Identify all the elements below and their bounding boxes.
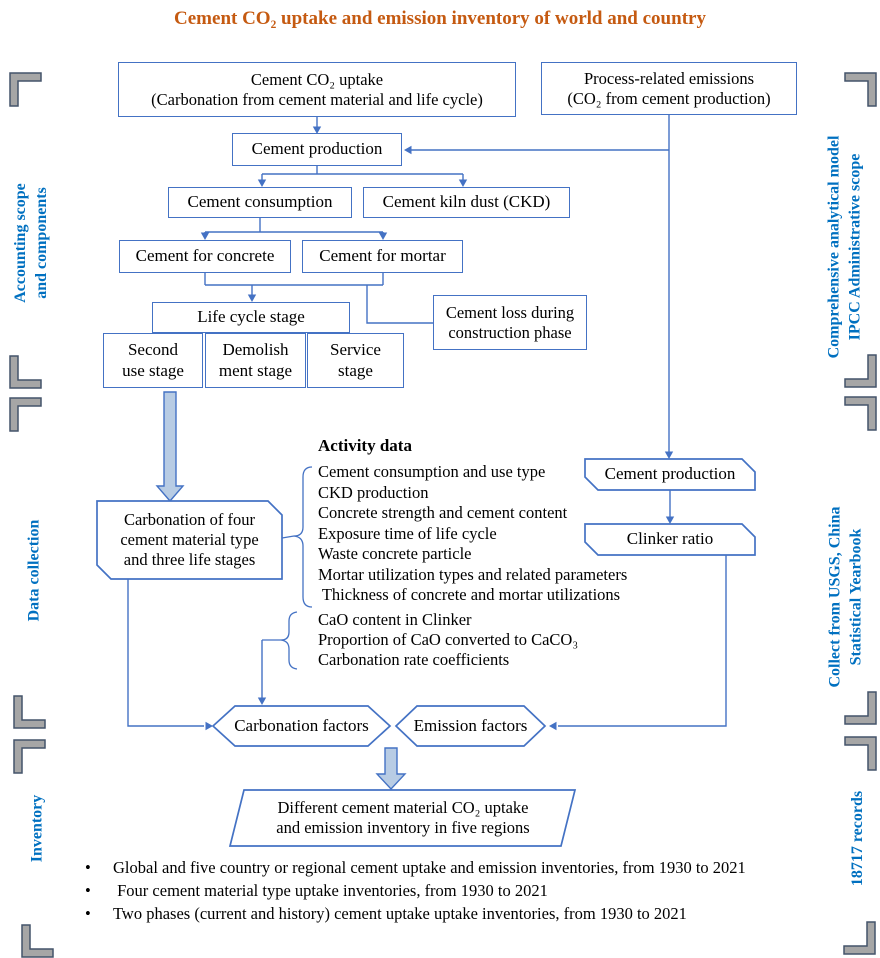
box-line: Second (127, 340, 179, 360)
connector-carbonation-box-to-factors (128, 579, 204, 726)
arrowhead (201, 233, 209, 241)
activity-item: Mortar utilization types and related parameters (318, 564, 628, 584)
box-line: Service (330, 340, 381, 360)
hexagon-carbonation-factors: Carbonation factors (234, 715, 369, 735)
side-label-line: Inventory (28, 794, 46, 863)
section-bracket-left-end-2 (14, 696, 45, 728)
side-label-data-sources (825, 480, 867, 715)
side-label-line: Statistical Yearbook (847, 528, 865, 666)
side-label-inventory (27, 784, 48, 874)
box-cement-for-concrete: Cement for concrete (119, 240, 291, 273)
arrowhead (258, 698, 266, 706)
brace-activity-data (282, 467, 312, 607)
coefficient-item: CaO content in Clinker (318, 610, 472, 629)
parallelogram-output-inventory (233, 790, 573, 846)
activity-item: Waste concrete particle (318, 544, 472, 563)
activity-item: CKD production (318, 482, 429, 502)
box-demolishment-stage (205, 333, 306, 388)
section-bracket-bottom-left (22, 925, 53, 957)
box-cement-co2-uptake (118, 62, 516, 117)
section-bracket-left-start-2 (10, 398, 41, 431)
box-line: ment stage (218, 360, 293, 380)
box-line: Cement loss during (445, 302, 575, 322)
side-label-line: IPCC Administrative scope (846, 153, 864, 341)
side-label-line: Data collection (25, 519, 43, 622)
bullet-item (85, 858, 855, 881)
page-title: Cement CO₂ uptake and emission inventory of world and country (174, 8, 706, 29)
arrowhead (258, 180, 266, 188)
box-line: (CO₂ from cement production) (567, 88, 771, 108)
bullet-text: • Four cement material type uptake inventories, from 1930 to 2021 (113, 881, 548, 901)
box-life-cycle-stage: Life cycle stage (152, 302, 350, 333)
brace-coefficients (262, 612, 297, 669)
box-cement-loss (433, 295, 587, 350)
activity-item: Concrete strength and cement content (318, 503, 568, 522)
box-line: cement material type (120, 530, 259, 550)
box-line: and emission inventory in five regions (276, 818, 530, 837)
section-bracket-right-start-2 (845, 397, 876, 430)
box-cement-production-right: Cement production (604, 464, 736, 484)
box-line: Carbonation of four (123, 510, 256, 530)
arrowhead (666, 517, 674, 525)
arrowhead (665, 452, 673, 460)
connector-to-cement-loss (367, 285, 433, 323)
activity-data-heading: Activity data (318, 436, 412, 455)
arrowhead (549, 722, 557, 730)
box-line: Cement CO₂ uptake (250, 69, 384, 89)
side-label-accounting-scope (10, 148, 52, 338)
connector-concrete-mortar-join (205, 273, 383, 297)
side-label-line: Accounting scope (12, 183, 29, 303)
side-label-line: and components (33, 187, 50, 299)
box-line: (Carbonation from cement material and life cycle) (151, 89, 483, 109)
box-cement-for-mortar: Cement for mortar (302, 240, 463, 273)
bullet-item (85, 904, 855, 927)
side-label-line: Collect from USGS, China (826, 506, 844, 688)
bullet-text: • Global and five country or regional cement uptake and emission inventories, from 1930 to 2021 (113, 858, 746, 877)
block-arrow-factors-to-output (377, 748, 405, 789)
bullet-text: • Two phases (current and history) cement uptake uptake inventories, from 1930 to 2021 (113, 904, 687, 924)
section-bracket-right-start-3 (845, 737, 876, 770)
box-process-related-emissions (541, 62, 797, 115)
box-line: Demolish (222, 340, 289, 360)
section-bracket-top-left (10, 73, 41, 106)
arrowhead (459, 180, 467, 188)
arrowhead (379, 233, 387, 241)
box-line: and three life stages (123, 549, 256, 569)
side-label-analytical-model (824, 100, 866, 395)
side-label-line: 18717 records (849, 790, 866, 887)
box-line: Process-related emissions (583, 68, 754, 88)
activity-item: Cement consumption and use type (318, 462, 546, 481)
box-cement-kiln-dust: Cement kiln dust (CKD) (363, 187, 570, 218)
box-line: Different cement material CO₂ uptake (277, 798, 529, 818)
box-line: construction phase (448, 322, 572, 342)
arrowhead (248, 295, 256, 303)
box-cement-production-top: Cement production (232, 133, 402, 166)
side-label-line: Comprehensive analytical model (825, 135, 843, 359)
side-label-records-count (847, 786, 868, 891)
activity-item: Exposure time of life cycle (318, 523, 497, 543)
box-clinker-ratio: Clinker ratio (626, 529, 714, 549)
section-bracket-left-end-1 (10, 356, 41, 388)
box-carbonation-of-four (97, 501, 282, 579)
coefficient-item: Carbonation rate coefficients (318, 650, 510, 669)
box-line: use stage (122, 360, 184, 380)
summary-bullet-list (85, 858, 855, 928)
activity-item: Thickness of concrete and mortar utilizations (318, 585, 621, 604)
section-bracket-left-start-3 (14, 740, 45, 773)
connector-consumption-to-children (205, 218, 383, 235)
block-arrow-stages-to-carbonation (157, 392, 183, 501)
coefficient-item: Proportion of CaO converted to CaCO₃ (318, 630, 579, 649)
box-service-stage (307, 333, 404, 388)
arrowhead (404, 146, 412, 154)
box-line: stage (338, 360, 373, 380)
bullet-item (85, 881, 855, 904)
hexagon-emission-factors: Emission factors (413, 715, 528, 735)
connector-production-to-children (262, 166, 463, 182)
box-second-use-stage (103, 333, 203, 388)
side-label-data-collection (24, 506, 45, 636)
box-cement-consumption: Cement consumption (168, 187, 352, 218)
coefficient-list (318, 610, 648, 670)
